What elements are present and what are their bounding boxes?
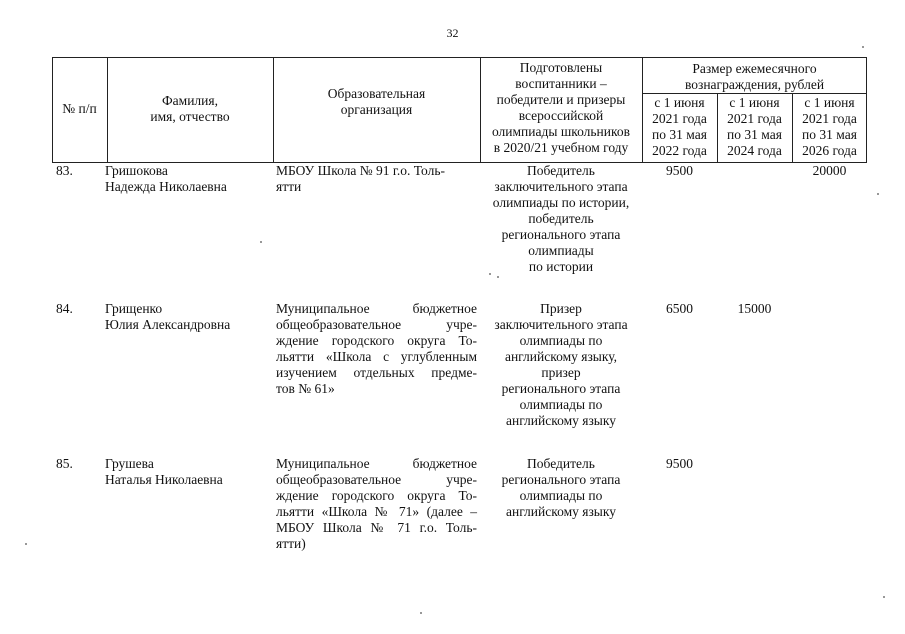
achievement-line: олимпиады по [519,397,603,412]
achievement-line: заключительного этапа [494,179,628,194]
scan-speck [862,46,864,48]
header-num: № п/п [62,101,97,116]
achievement-line: победитель [528,211,594,226]
organization-line: ятти) [276,536,306,551]
header-prepared-line: победители и призеры [496,92,626,107]
surname: Гришокова [105,163,168,178]
achievement [480,163,642,275]
period-line: с 1 июня [654,95,705,110]
scan-speck [877,193,879,195]
organization-line: МБОУ Школа № 71 г.о. Толь- [276,520,477,535]
period-line: с 1 июня [729,95,780,110]
surname: Грушева [105,456,154,471]
header-prepared-line: всероссийской [518,108,604,123]
period-line: 2024 года [727,143,782,158]
reward-2022: 6500 [666,301,693,316]
achievement-line: заключительного этапа [494,317,628,332]
achievement-line: английскому языку [505,413,616,428]
period-line: по 31 мая [652,127,707,142]
achievement-line: олимпиады по [519,333,603,348]
organization-line: ждение городского округа То- [276,488,477,503]
achievement-line: английскому языку [505,504,616,519]
period-line: 2021 года [652,111,707,126]
header-name-line2: имя, отчество [150,109,230,124]
achievement-line: регионального этапа [501,381,621,396]
organization-line: Муниципальное бюджетное [276,456,477,471]
organization-line: ждение городского округа То- [276,333,477,348]
header-reward-line2: вознаграждения, рублей [684,77,825,92]
achievement [480,456,642,520]
header-bottom-border [52,162,867,163]
period-line: по 31 мая [802,127,857,142]
reward-2022: 9500 [666,163,693,178]
header-top-border [52,57,867,58]
period-line: с 1 июня [804,95,855,110]
header-name-line1: Фамилия, [162,93,218,108]
organization-line: тов № 61» [276,381,335,396]
given-names: Наталья Николаевна [105,472,223,487]
period-line: по 31 мая [727,127,782,142]
surname: Грищенко [105,301,163,316]
header-org-line2: организация [340,102,413,117]
scan-speck [883,596,885,598]
period-line: 2022 года [652,143,707,158]
period-line: 2026 года [802,143,857,158]
organization-line: общеобразовательное учре- [276,472,477,487]
organization-line: общеобразовательное учре- [276,317,477,332]
achievement-line: олимпиады по истории, [492,195,630,210]
scan-speck [25,543,27,545]
header-reward-line1: Размер ежемесячного [692,61,817,76]
reward-2024: 15000 [737,301,772,316]
achievement-line: олимпиады по [519,488,603,503]
row-number: 84. [56,301,73,316]
given-names: Юлия Александровна [105,317,231,332]
achievement-line: регионального этапа [501,472,621,487]
organization [276,301,477,397]
scan-speck [260,241,262,243]
achievement-line: английскому языку, [504,349,618,364]
achievement [480,301,642,429]
header-prepared [480,60,642,156]
reward-2026: 20000 [812,163,847,178]
achievement-line: призер [541,365,581,380]
page-number: 32 [446,26,459,40]
header-period-2026 [792,95,867,159]
reward-subheader-border [642,93,867,94]
given-names: Надежда Николаевна [105,179,227,194]
achievement-line: олимпиады [528,243,594,258]
scan-speck [489,273,491,275]
achievement-line: Победитель [527,163,595,178]
row-number: 85. [56,456,73,471]
header-period-2024 [717,95,792,159]
scan-speck [497,276,499,278]
organization-line: льятти «Школа № 71» (далее – [276,504,477,519]
organization-line: изучением отдельных предме- [276,365,477,380]
organization-line: Муниципальное бюджетное [276,301,477,316]
scan-speck [420,612,422,614]
achievement-line: Призер [540,301,582,316]
header-prepared-line: воспитанники – [515,76,607,91]
period-line: 2021 года [802,111,857,126]
organization: ятти [276,179,302,194]
organization: МБОУ Школа № 91 г.о. Толь- [276,163,445,178]
organization [276,456,477,552]
organization-line: льятти «Школа с углубленным [276,349,477,364]
header-org-line1: Образовательная [327,86,426,101]
achievement-line: Победитель [527,456,595,471]
period-line: 2021 года [727,111,782,126]
header-prepared-line: олимпиады школьников [491,124,630,139]
reward-2022: 9500 [666,456,693,471]
achievement-line: регионального этапа [501,227,621,242]
row-number: 83. [56,163,73,178]
header-prepared-line: в 2020/21 учебном году [493,140,629,155]
achievement-line: по истории [528,259,594,274]
header-prepared-line: Подготовлены [519,60,603,75]
header-period-2022 [642,95,717,159]
